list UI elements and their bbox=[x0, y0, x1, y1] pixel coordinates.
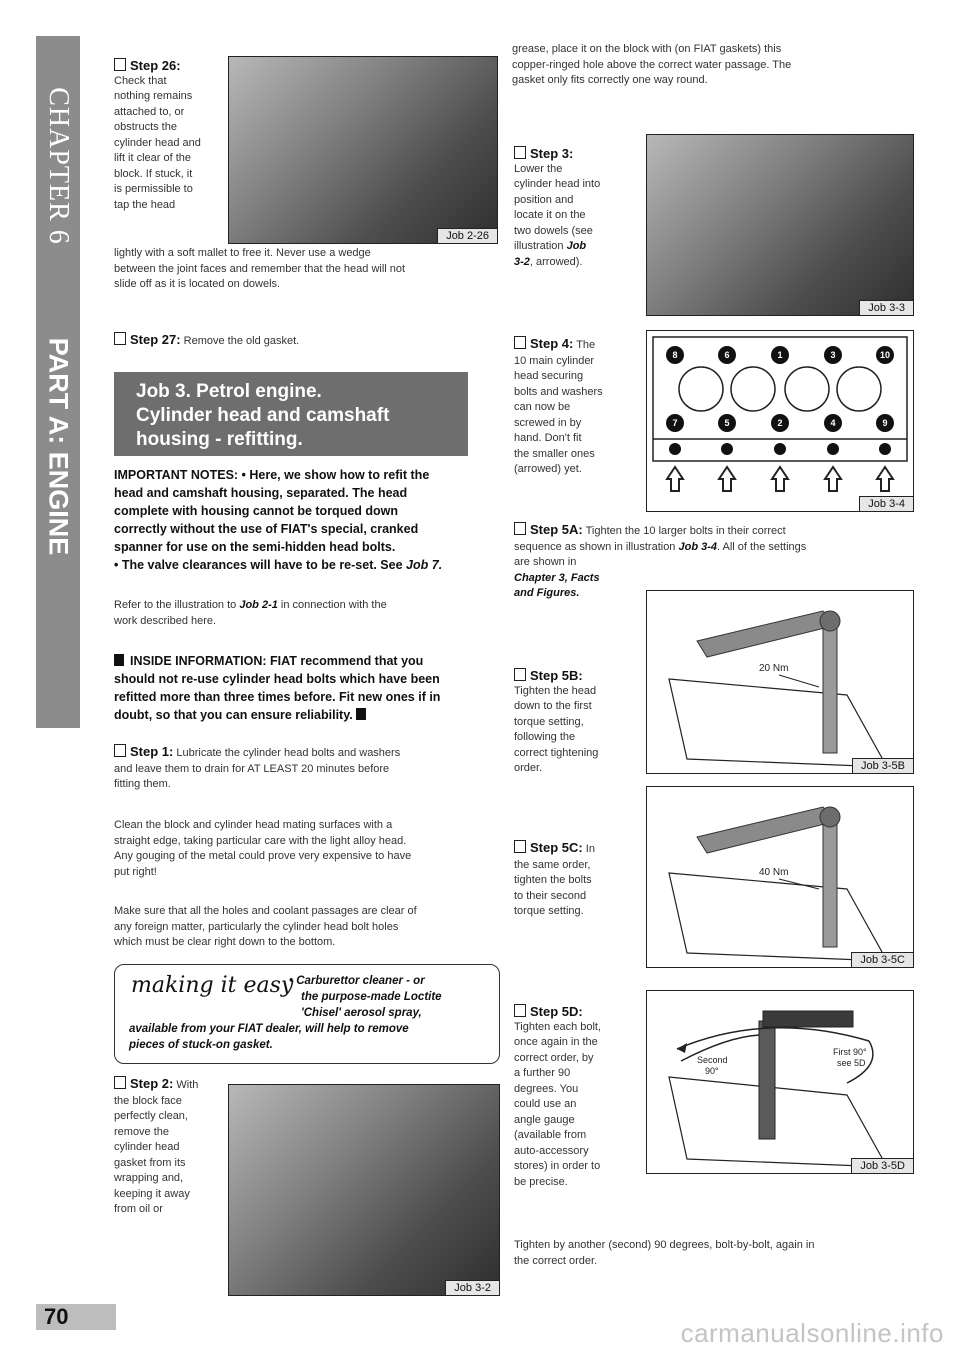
step-3-line: , arrowed). bbox=[529, 255, 583, 268]
torque-wrench-diagram bbox=[647, 787, 913, 967]
clean-line: Clean the block and cylinder head mating surfaces with a bbox=[114, 819, 393, 831]
diagram-label: Job 3-4 bbox=[859, 496, 913, 511]
clean-paragraph bbox=[114, 818, 504, 880]
make-sure-paragraph bbox=[114, 904, 504, 951]
bolt-number: 6 bbox=[724, 350, 730, 360]
tip-line: pieces of stuck-on gasket. bbox=[129, 1039, 273, 1051]
step-2-line: from oil or bbox=[114, 1203, 163, 1215]
inside-line: should not re-use cylinder head bolts which have been bbox=[114, 672, 440, 686]
step-26-wide bbox=[114, 246, 504, 293]
cylinder-bore bbox=[731, 367, 775, 411]
step-26-line: lightly with a soft mallet to free it. Never use a wedge bbox=[114, 247, 371, 259]
step-5c-line: torque setting. bbox=[514, 905, 584, 917]
checkbox-icon[interactable] bbox=[514, 668, 526, 681]
small-bolt bbox=[774, 443, 786, 455]
job-7-ref: Job 7. bbox=[406, 558, 443, 572]
bolt-number: 3 bbox=[830, 350, 836, 360]
small-bolt bbox=[721, 443, 733, 455]
torque-wrench-diagram bbox=[647, 591, 913, 773]
step-4-line: can now be bbox=[514, 401, 571, 413]
final-paragraph bbox=[514, 1238, 924, 1269]
step-26-line: obstructs the bbox=[114, 121, 177, 133]
make-sure-line: which must be clear right down to the bottom. bbox=[114, 936, 336, 948]
step-26-line: Check that bbox=[114, 74, 167, 87]
make-sure-line: any foreign matter, particularly the cylinder head bolt holes bbox=[114, 920, 399, 933]
step-5d bbox=[514, 1004, 644, 1190]
step-26-line: lift it clear of the bbox=[114, 152, 192, 164]
job-ref: 3-2 bbox=[514, 255, 530, 268]
step-5d-line: (available from bbox=[514, 1129, 587, 1141]
inside-line: INSIDE INFORMATION: FIAT recommend that you bbox=[130, 654, 424, 668]
step-5d-head: Step 5D: bbox=[530, 1004, 583, 1019]
important-line: spanner for use on the semi-hidden head bolts. bbox=[114, 540, 396, 554]
step-5c-line: the same order, bbox=[514, 858, 591, 871]
inside-line: doubt, so that you can ensure reliability. bbox=[114, 708, 353, 722]
step-4-line: hand. Don't fit bbox=[514, 432, 582, 444]
step-2-line: With bbox=[176, 1079, 199, 1091]
step-4-head: Step 4: bbox=[530, 336, 574, 351]
tip-line: the purpose-made Loctite bbox=[301, 991, 442, 1003]
gasket-line: copper-ringed hole above the correct water passage. The bbox=[512, 58, 792, 71]
step-27 bbox=[114, 332, 504, 350]
job-3-heading bbox=[114, 372, 468, 456]
step-5c bbox=[514, 840, 642, 920]
cylinder-bore bbox=[837, 367, 881, 411]
chapter-3-ref: Chapter 3, Facts bbox=[514, 571, 600, 584]
step-5b bbox=[514, 668, 642, 777]
cylinder-bore bbox=[785, 367, 829, 411]
chapter-sidebar bbox=[36, 36, 80, 728]
chapter-title: CHAPTER 6 bbox=[43, 87, 75, 245]
checkbox-icon[interactable] bbox=[114, 58, 126, 71]
step-5b-line: torque setting, bbox=[514, 715, 584, 728]
arrow-up-icon bbox=[825, 467, 841, 491]
photo-job-3-3 bbox=[646, 134, 914, 316]
step-5d-line: correct order, by bbox=[514, 1051, 594, 1064]
step-26-line: attached to, or bbox=[114, 105, 185, 118]
refer-paragraph bbox=[114, 598, 504, 629]
gasket-line: grease, place it on the block with (on FIAT gaskets) this bbox=[512, 43, 782, 55]
step-26-narrow bbox=[114, 58, 224, 213]
step-4-line: screwed in by bbox=[514, 416, 582, 429]
step-3-line: locate it on the bbox=[514, 209, 586, 221]
step-5d-line: angle gauge bbox=[514, 1113, 575, 1126]
arrow-up-icon bbox=[877, 467, 893, 491]
arrow-up-icon bbox=[719, 467, 735, 491]
page-number-box bbox=[36, 1304, 116, 1330]
step-4-line: bolts and washers bbox=[514, 385, 603, 398]
small-bolt bbox=[669, 443, 681, 455]
step-2-line: the block face bbox=[114, 1094, 182, 1107]
gasket-line: gasket only fits correctly one way round. bbox=[512, 74, 708, 86]
diagram-job-3-4 bbox=[646, 330, 914, 512]
angle-tightening-diagram bbox=[647, 991, 913, 1173]
step-4-line: (arrowed) yet. bbox=[514, 463, 582, 475]
step-5a-line: are shown in bbox=[514, 556, 577, 568]
bolt-number: 4 bbox=[830, 418, 836, 428]
step-1 bbox=[114, 744, 504, 793]
bolt-number: 9 bbox=[882, 418, 888, 428]
photo-job-2-26 bbox=[228, 56, 498, 244]
bolt-number: 5 bbox=[724, 418, 730, 428]
tip-line: • Carburettor cleaner - or bbox=[289, 975, 425, 987]
step-5b-line: down to the first bbox=[514, 700, 592, 712]
diagram-label: Job 3-5B bbox=[852, 758, 913, 773]
step-5d-line: Tighten each bolt, bbox=[514, 1020, 602, 1033]
clean-line: straight edge, taking particular care with the light alloy head. bbox=[114, 834, 407, 847]
making-it-easy-logo: making it easy bbox=[131, 973, 294, 998]
photo-job-3-2 bbox=[228, 1084, 500, 1296]
second-90-label: Second bbox=[697, 1055, 728, 1065]
step-4-line: 10 main cylinder bbox=[514, 354, 595, 367]
step-5c-head: Step 5C: bbox=[530, 840, 583, 855]
step-26-line: cylinder head and bbox=[114, 136, 201, 149]
step-4-line: the smaller ones bbox=[514, 447, 595, 460]
info-marker-icon bbox=[114, 654, 124, 666]
step-5d-line: degrees. You bbox=[514, 1082, 579, 1095]
job-3-title-line: Cylinder head and camshaft bbox=[136, 405, 390, 426]
first-90-label: see 5D bbox=[837, 1058, 866, 1068]
step-3-line: two dowels (see bbox=[514, 224, 593, 237]
refer-text: Refer to the illustration to bbox=[114, 599, 240, 611]
bolt-number: 1 bbox=[777, 350, 783, 360]
job-3-title-line: Job 3. Petrol engine. bbox=[136, 381, 322, 402]
checkbox-icon[interactable] bbox=[514, 840, 526, 853]
arrow-up-icon bbox=[772, 467, 788, 491]
photo-label: Job 3-3 bbox=[859, 300, 913, 315]
important-line: head and camshaft housing, separated. The head bbox=[114, 486, 408, 500]
step-5b-line: correct tightening bbox=[514, 746, 599, 759]
part-title: PART A: ENGINE bbox=[43, 337, 74, 555]
checkbox-icon[interactable] bbox=[514, 1004, 526, 1017]
step-3-line: Lower the bbox=[514, 162, 563, 175]
refer-text: work described here. bbox=[114, 614, 217, 627]
final-line: Tighten by another (second) 90 degrees, bolt-by-bolt, again in bbox=[514, 1239, 815, 1251]
step-4-line: head securing bbox=[514, 370, 584, 382]
step-1-line: and leave them to drain for AT LEAST 20 minutes before bbox=[114, 762, 390, 775]
step-5c-line: tighten the bolts bbox=[514, 874, 592, 886]
bolt-number: 7 bbox=[672, 418, 678, 428]
gasket-paragraph bbox=[512, 42, 922, 89]
inside-line: refitted more than three times before. Fit new ones if in bbox=[114, 690, 441, 704]
step-2-head: Step 2: bbox=[130, 1076, 174, 1091]
step-4-line: The bbox=[576, 339, 596, 351]
checkbox-icon[interactable] bbox=[514, 522, 526, 535]
tip-line: available from your FIAT dealer, will help to remove bbox=[129, 1023, 409, 1035]
step-1-head: Step 1: bbox=[130, 744, 174, 759]
job-3-4-ref: Job 3-4 bbox=[678, 540, 718, 553]
step-3-head: Step 3: bbox=[530, 146, 574, 161]
important-line: complete with housing cannot be torqued down bbox=[114, 504, 399, 518]
step-2-line: remove the bbox=[114, 1125, 170, 1138]
step-5b-line: Tighten the head bbox=[514, 684, 597, 697]
step-5c-line: In bbox=[585, 843, 595, 855]
step-2-line: wrapping and, bbox=[114, 1172, 184, 1184]
checkbox-icon[interactable] bbox=[114, 332, 126, 345]
inside-information bbox=[114, 652, 508, 724]
clean-line: Any gouging of the metal could prove very expensive to have bbox=[114, 850, 412, 862]
step-5d-line: once again in the bbox=[514, 1036, 598, 1048]
watermark[interactable]: carmanualsonline.info bbox=[680, 1318, 944, 1348]
step-5d-line: could use an bbox=[514, 1098, 577, 1110]
step-26-line: nothing remains bbox=[114, 90, 193, 102]
important-line: • The valve clearances will have to be re-set. See bbox=[114, 558, 403, 572]
step-2 bbox=[114, 1076, 224, 1218]
step-5a-line: Tighten the 10 larger bolts in their correct bbox=[585, 525, 786, 537]
bolt-sequence-diagram bbox=[647, 331, 913, 511]
torque-value: 20 Nm bbox=[759, 663, 789, 674]
cylinder-bore bbox=[679, 367, 723, 411]
important-notes bbox=[114, 466, 504, 574]
step-3-line: illustration bbox=[514, 240, 564, 252]
arrow-up-icon bbox=[667, 467, 683, 491]
step-1-line: Lubricate the cylinder head bolts and washers bbox=[176, 747, 401, 759]
bolt-number: 8 bbox=[672, 350, 678, 360]
tip-line: 'Chisel' aerosol spray, bbox=[301, 1007, 422, 1019]
torque-value: 40 Nm bbox=[759, 867, 789, 878]
refer-text: in connection with the bbox=[277, 599, 387, 611]
step-26-line: between the joint faces and remember that the head will not bbox=[114, 262, 406, 275]
checkbox-icon[interactable] bbox=[114, 744, 126, 757]
step-5a-line: sequence as shown in illustration bbox=[514, 540, 676, 553]
step-26-head: Step 26: bbox=[130, 58, 181, 73]
diagram-label: Job 3-5D bbox=[851, 1158, 913, 1173]
step-1-line: fitting them. bbox=[114, 778, 171, 790]
step-5b-line: following the bbox=[514, 731, 576, 743]
step-5b-head: Step 5B: bbox=[530, 668, 583, 683]
step-2-line: gasket from its bbox=[114, 1156, 186, 1169]
step-5c-line: to their second bbox=[514, 889, 587, 902]
step-3-line: cylinder head into bbox=[514, 178, 601, 190]
making-it-easy-box bbox=[114, 964, 500, 1064]
bolt-number: 10 bbox=[879, 350, 891, 360]
step-26-line: slide off as it is located on dowels. bbox=[114, 278, 281, 290]
chapter-3-ref: and Figures. bbox=[514, 587, 580, 599]
step-26-line: is permissible to bbox=[114, 183, 193, 195]
step-27-text: Remove the old gasket. bbox=[183, 335, 300, 347]
job-2-1-ref: Job 2-1 bbox=[239, 599, 278, 611]
make-sure-line: Make sure that all the holes and coolant passages are clear of bbox=[114, 905, 417, 917]
step-5a-head: Step 5A: bbox=[530, 522, 583, 537]
step-27-head: Step 27: bbox=[130, 332, 181, 347]
step-5d-line: a further 90 bbox=[514, 1067, 571, 1079]
checkbox-icon[interactable] bbox=[514, 336, 526, 349]
important-line: IMPORTANT NOTES: • Here, we show how to refit the bbox=[114, 468, 430, 482]
step-3-line: position and bbox=[514, 193, 574, 206]
second-90-label: 90° bbox=[705, 1066, 719, 1076]
first-90-label: First 90° bbox=[833, 1047, 867, 1057]
step-2-line: cylinder head bbox=[114, 1141, 180, 1153]
diagram-job-3-5c bbox=[646, 786, 914, 968]
step-2-line: keeping it away bbox=[114, 1187, 190, 1200]
step-5b-line: order. bbox=[514, 762, 543, 774]
step-2-line: perfectly clean, bbox=[114, 1110, 188, 1122]
step-5d-line: stores) in order to bbox=[514, 1160, 601, 1172]
diagram-job-3-5d bbox=[646, 990, 914, 1174]
checkbox-icon[interactable] bbox=[114, 1076, 126, 1089]
diagram-job-3-5b bbox=[646, 590, 914, 774]
step-5d-line: auto-accessory bbox=[514, 1144, 589, 1157]
making-it-easy-tip bbox=[129, 973, 489, 1053]
bolt-number: 2 bbox=[777, 418, 783, 428]
info-marker-icon bbox=[356, 708, 366, 720]
job-ref: Job bbox=[566, 240, 587, 252]
photo-label: Job 3-2 bbox=[445, 1280, 499, 1295]
step-5a-line: . All of the settings bbox=[717, 540, 807, 553]
job-3-title-line: housing - refitting. bbox=[136, 429, 303, 450]
photo-label: Job 2-26 bbox=[437, 228, 497, 243]
page-number: 70 bbox=[44, 1304, 69, 1329]
small-bolt bbox=[879, 443, 891, 455]
diagram-label: Job 3-5C bbox=[851, 952, 913, 967]
checkbox-icon[interactable] bbox=[514, 146, 526, 159]
step-4 bbox=[514, 336, 642, 478]
step-26-line: block. If stuck, it bbox=[114, 167, 193, 180]
clean-line: put right! bbox=[114, 865, 157, 878]
step-26-line: tap the head bbox=[114, 198, 176, 211]
important-line: correctly without the use of FIAT's special, cranked bbox=[114, 522, 419, 536]
small-bolt bbox=[827, 443, 839, 455]
step-5d-line: be precise. bbox=[514, 1175, 568, 1188]
step-3 bbox=[514, 146, 642, 270]
final-line: the correct order. bbox=[514, 1254, 598, 1267]
